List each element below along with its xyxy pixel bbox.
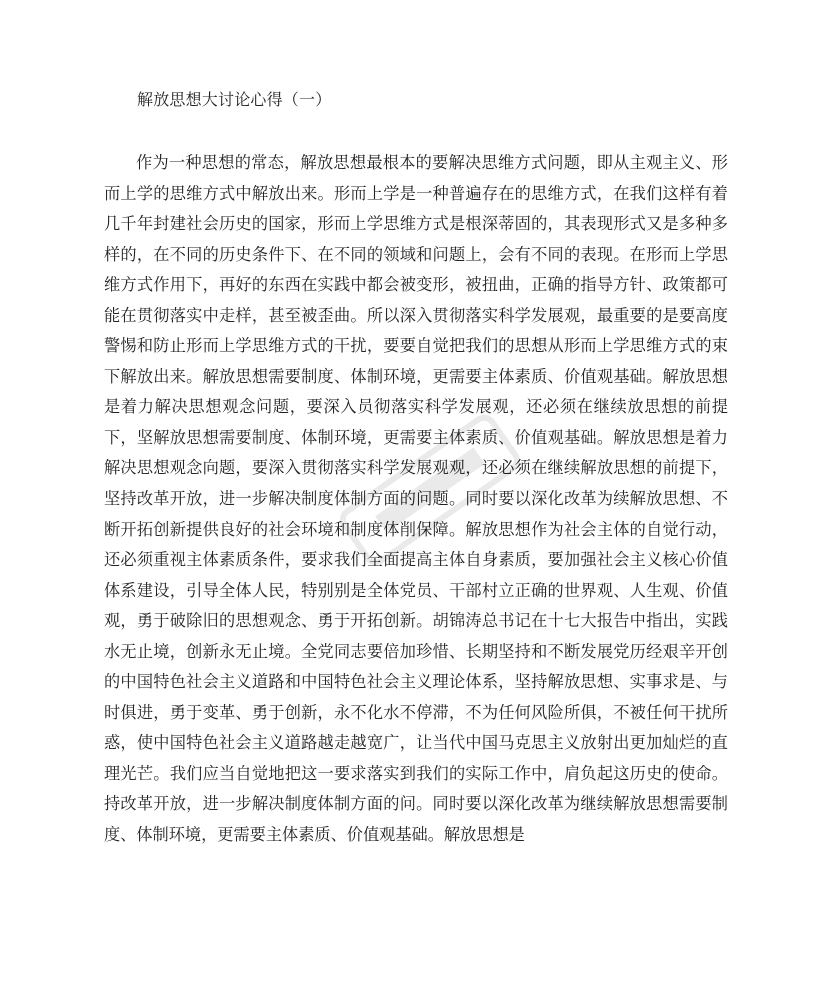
- document-body: 作为一种思想的常态，解放思想最根本的要解决思维方式问题，即从主观主义、形而上学的思维方式中解放出来。形而上学是一种普遍存在的思维方式，在我们这样有着几千年封建社会历史的国家，形而上学思维方式是根深蒂固的，其表现形式又是多种多样的，在不同的历史条件下、在不同的领域和问题上，会有不同的表现。在形而上学思维方式作用下，再好的东西在实践中都会被变形，被扭曲，正确的指导方针、政策都可能在贯彻落实中走样，甚至被歪曲。所以深入贯彻落实科学发展观，最重要的是要高度警惕和防止形而上学思维方式的干扰，要要自觉把我们的思想从形而上学思维方式的束下解放出来。解放思想需要制度、体制环境，更需要主体素质、价值观基础。解放思想是着力解决思想观念问题，要深入员彻落实科学发展观，还必须在继续放思想的前提下，坚解放思想需要制度、体制环境，更需要主体素质、价值观基础。解放思想是着力解决思想观念向题，要深入贯彻落实科学发展观观，还必须在继续解放思想的前提下，坚持改革开放，进一步解决制度体制方面的问题。同时要以深化改革为续解放思想、不断开拓创新提供良好的社会环境和制度体削保障。解放思想作为社会主体的自觉行动，还必须重视主体素质条件，要求我们全面提高主体自身素质，要加强社会主义核心价值体系建设，引导全体人民，特别别是全体党员、干部村立正确的世界观、人生观、价值观，勇于破除旧的思想观念、勇于开拓创新。胡锦涛总书记在十七大报告中指出，实践水无止境，创新永无止境。全党同志要倍加珍惜、长期坚持和不断发展党历经艰辛开创的中国特色社会主义道路和中国特色社会主义理论体系，坚持解放思想、实事求是、与时俱进，勇于变革、勇于创新，永不化水不停滞，不为任何风险所俱，不被任何干扰所惑，使中国特色社会主义道路越走越宽广，让当代中国马克思主义放射出更加灿烂的直理光芒。我们应当自觉地把这一要求落实到我们的实际工作中，肩负起这历史的使命。持改革开放，进一步解决制度体制方面的问。同时要以深化改革为继续解放思想需要制度、体制环境，更需要主体素质、价值观基础。解放思想是: [104, 153, 728, 845]
- document-title: 解放思想大讨论心得（一）: [137, 90, 332, 109]
